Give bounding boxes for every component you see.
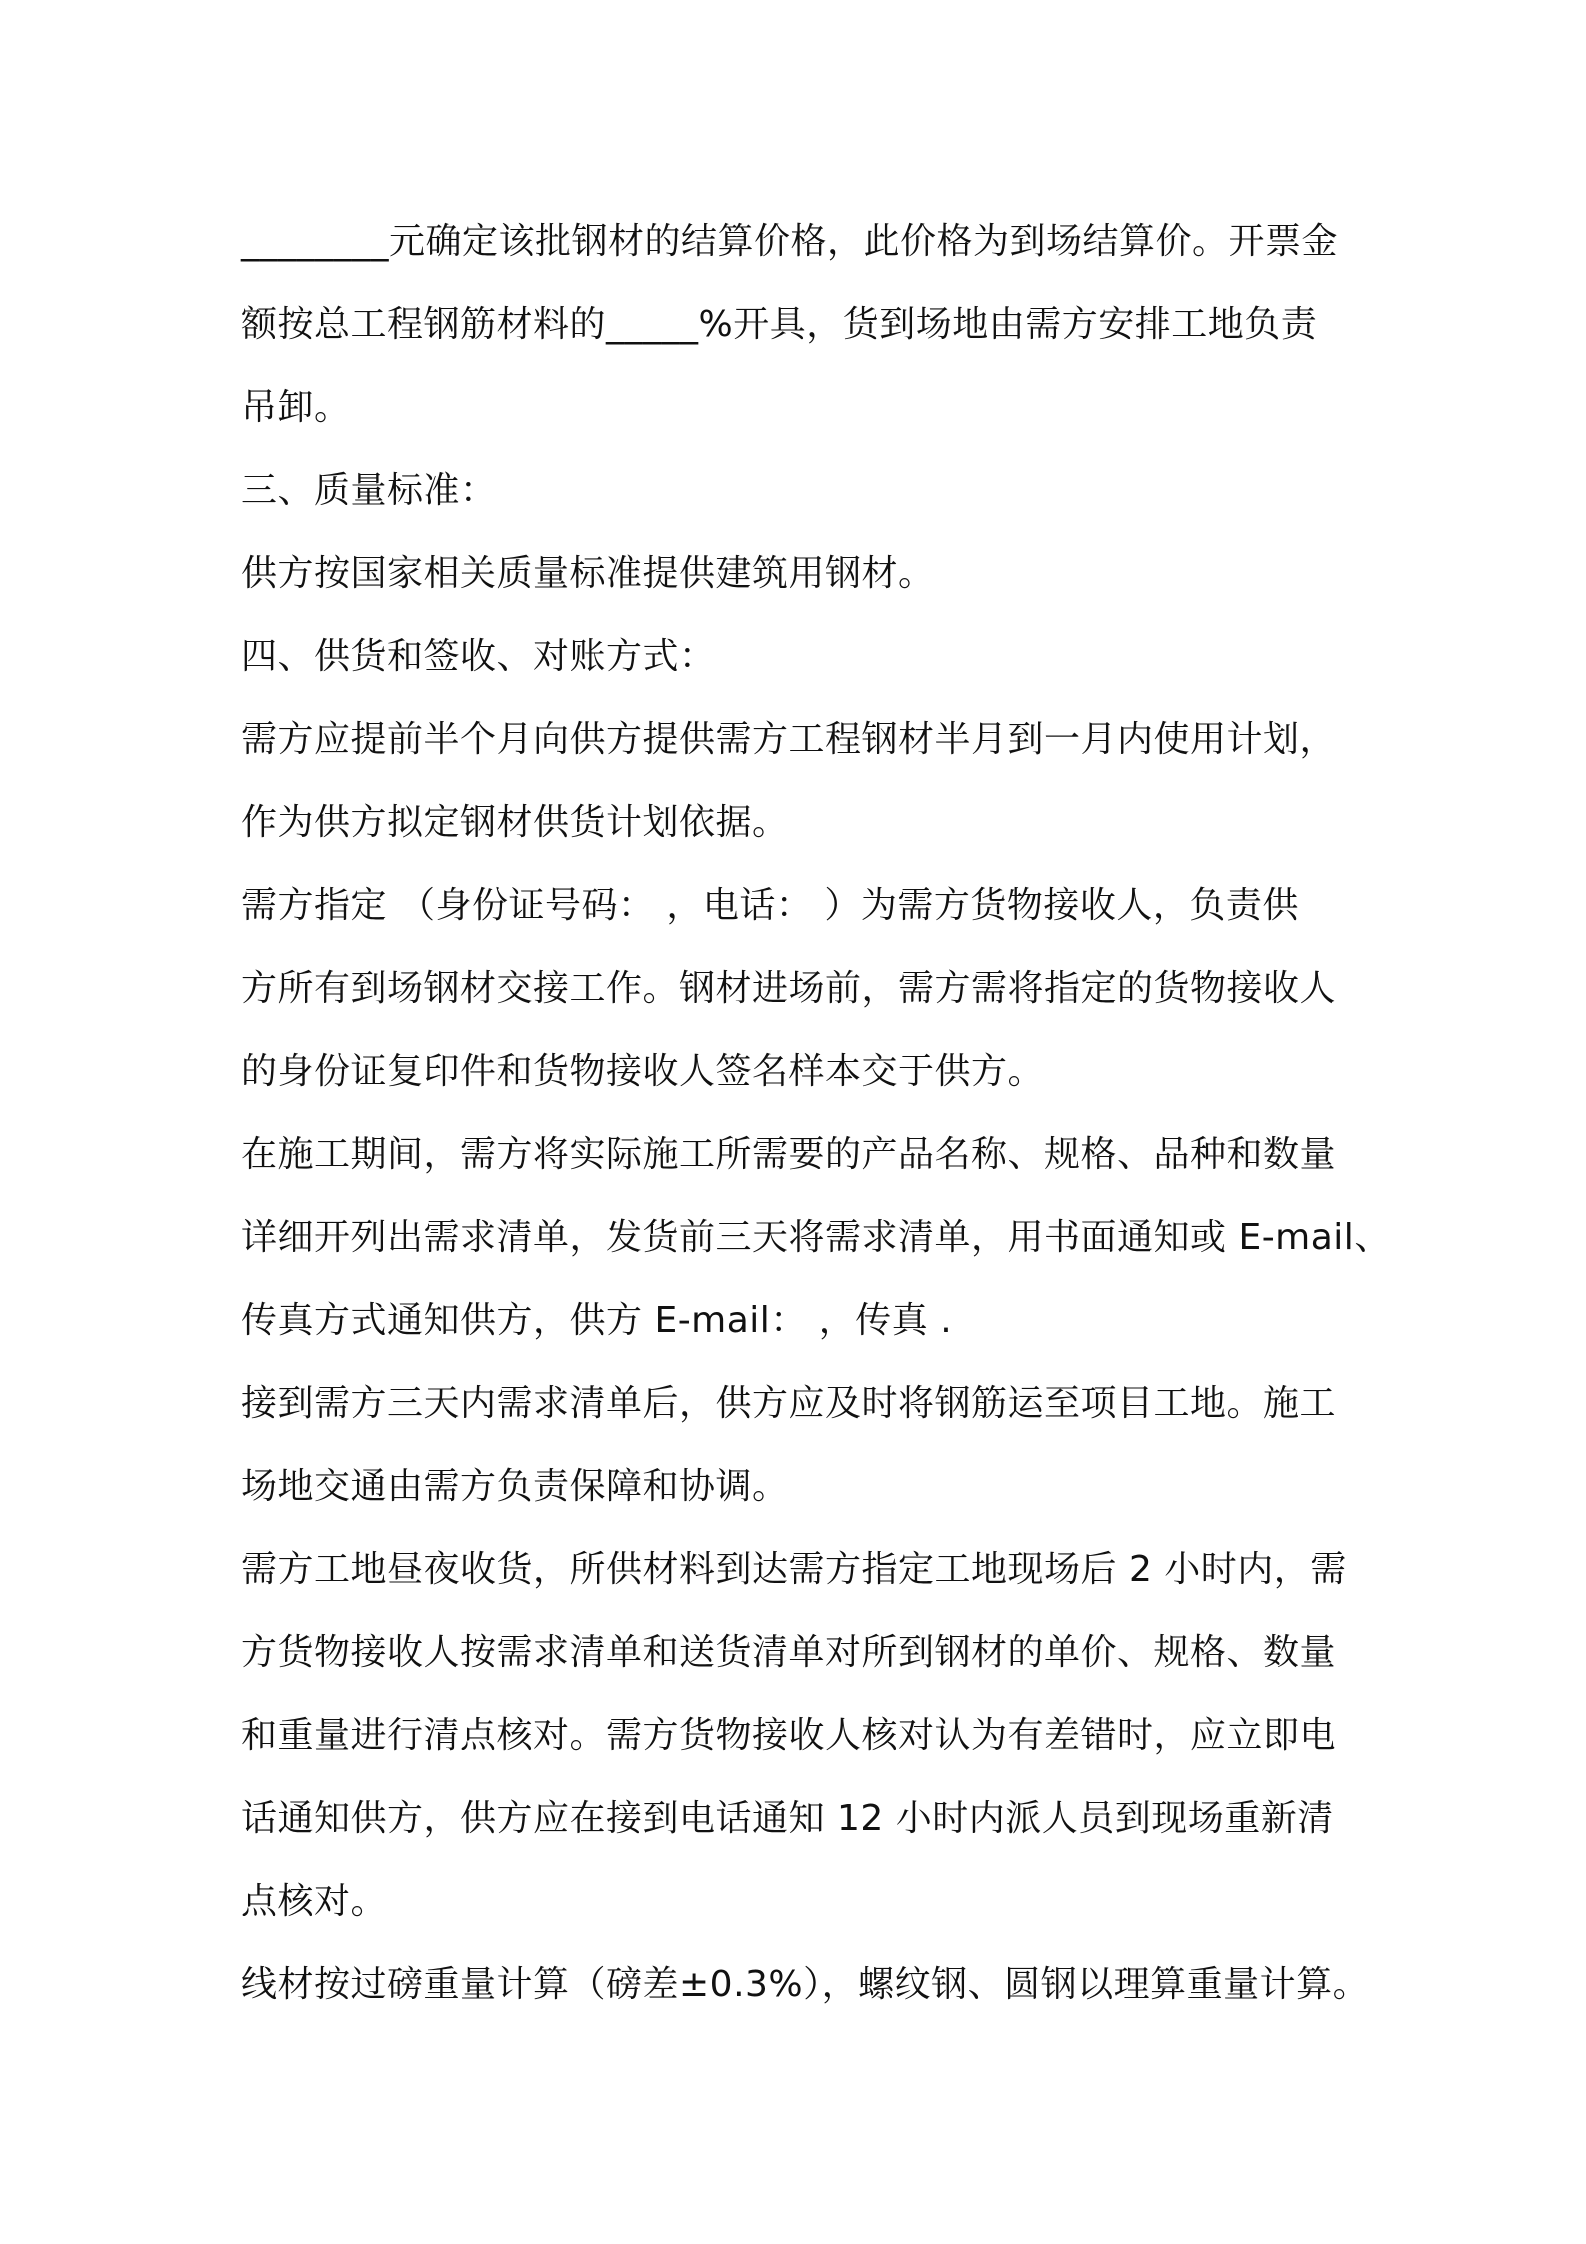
text-line: 接到需方三天内需求清单后，供方应及时将钢筋运至项目工地。施工 xyxy=(241,1383,1337,1424)
text-line: 方货物接收人按需求清单和送货清单对所到钢材的单价、规格、数量 xyxy=(241,1632,1337,1673)
section-heading: 四、供货和签收、对账方式： xyxy=(241,636,716,677)
text-line: 作为供方拟定钢材供货计划依据。 xyxy=(241,802,789,843)
text-line: 线材按过磅重量计算（磅差±0.3%），螺纹钢、圆钢以理算重量计算。 xyxy=(241,1964,1370,2005)
text-line: 的身份证复印件和货物接收人签名样本交于供方。 xyxy=(241,1051,1045,1092)
text-line: 需方应提前半个月向供方提供需方工程钢材半月到一月内使用计划， xyxy=(241,719,1337,760)
text-line: 需方工地昼夜收货，所供材料到达需方指定工地现场后 2 小时内，需 xyxy=(241,1549,1347,1590)
text-line: 详细开列出需求清单，发货前三天将需求清单，用书面通知或 E-mail、 xyxy=(241,1217,1391,1258)
text-line: 方所有到场钢材交接工作。钢材进场前，需方需将指定的货物接收人 xyxy=(241,968,1337,1009)
text-line: 额按总工程钢筋材料的_____%开具，货到场地由需方安排工地负责 xyxy=(241,304,1318,345)
text-line: ________元确定该批钢材的结算价格，此价格为到场结算价。开票金 xyxy=(241,221,1339,262)
text-line: 在施工期间，需方将实际施工所需要的产品名称、规格、品种和数量 xyxy=(241,1134,1337,1175)
text-line: 和重量进行清点核对。需方货物接收人核对认为有差错时，应立即电 xyxy=(241,1715,1337,1756)
section-heading: 三、质量标准： xyxy=(241,470,497,511)
document-body xyxy=(241,200,1391,2026)
text-line: 供方按国家相关质量标准提供建筑用钢材。 xyxy=(241,553,935,594)
text-line: 点核对。 xyxy=(241,1881,388,1922)
text-line: 传真方式通知供方，供方 E-mail： ，传真 . xyxy=(241,1300,953,1341)
text-line: 需方指定 （身份证号码： ，电话： ）为需方货物接收人，负责供 xyxy=(241,885,1299,926)
text-line: 场地交通由需方负责保障和协调。 xyxy=(241,1466,789,1507)
text-line: 话通知供方，供方应在接到电话通知 12 小时内派人员到现场重新清 xyxy=(241,1798,1334,1839)
text-line: 吊卸。 xyxy=(241,387,351,428)
